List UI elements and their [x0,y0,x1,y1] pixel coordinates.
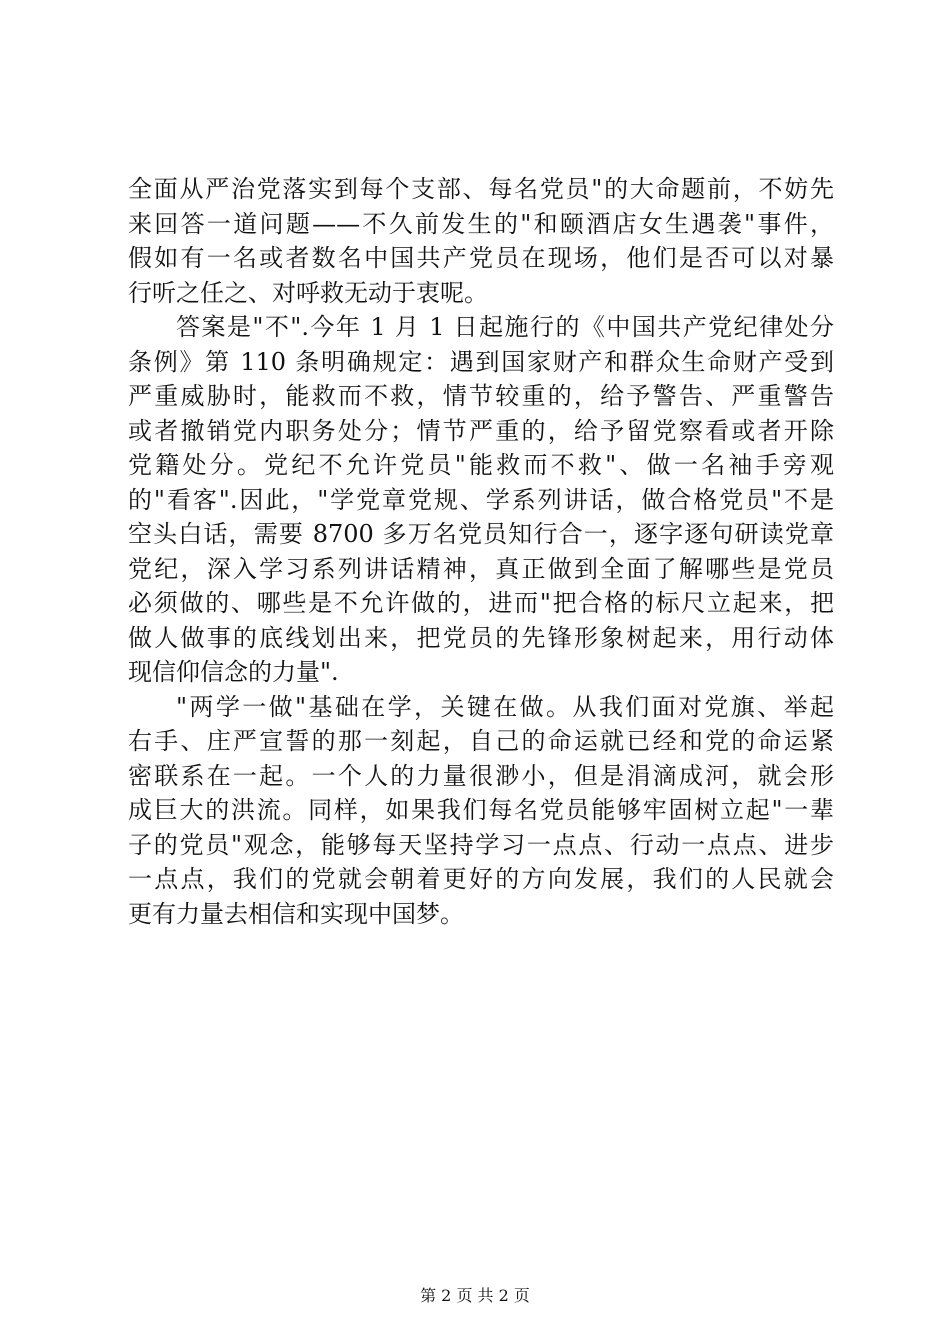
text-line: 子的党员"观念，能够每天坚持学习一点点、行动一点点、进步 [128,830,834,859]
text-line: 空头白话，需要 8700 多万名党员知行合一，逐字逐句研读党章 [128,520,834,548]
text-line: 或者撤销党内职务处分；情节严重的，给予留党察看或者开除 [128,416,834,445]
text-line: 严重威胁时，能救而不救，情节较重的，给予警告、严重警告 [128,382,834,410]
text-line: 的"看客".因此，"学党章党规、学系列讲话，做合格党员"不是 [128,485,834,514]
text-line: 党籍处分。党纪不允许党员"能救而不救"、做一名袖手旁观 [128,451,834,479]
page-footer [0,1286,950,1306]
paragraph-2 [128,310,834,690]
text-line: 必须做的、哪些是不允许做的，进而"把合格的标尺立起来，把 [128,589,834,617]
text-line: 条例》第 110 条明确规定：遇到国家财产和群众生命财产受到 [128,347,834,376]
page-number-label: 第 2 页 共 2 页 [420,1286,530,1305]
text-line: 来回答一道问题——不久前发生的"和颐酒店女生遇袭"事件， [128,209,834,238]
paragraph-1 [128,172,834,310]
text-line: 右手、庄严宣誓的那一刻起，自己的命运就已经和党的命运紧 [128,727,834,755]
text-line: "两学一做"基础在学，关键在做。从我们面对党旗、举起 [176,692,834,721]
text-line: 现信仰信念的力量". [128,658,339,686]
text-line: 做人做事的底线划出来，把党员的先锋形象树起来，用行动体 [128,623,834,652]
text-line: 答案是"不".今年 1 月 1 日起施行的《中国共产党纪律处分 [176,313,834,341]
text-line: 更有力量去相信和实现中国梦。 [128,899,464,928]
text-line: 党纪，深入学习系列讲话精神，真正做到全面了解哪些是党员 [128,554,834,583]
text-line: 一点点，我们的党就会朝着更好的方向发展，我们的人民就会 [128,865,834,893]
document-body [128,172,834,931]
text-line: 成巨大的洪流。同样，如果我们每名党员能够牢固树立起"一辈 [128,796,834,824]
text-line: 密联系在一起。一个人的力量很渺小，但是涓滴成河，就会形 [128,761,834,790]
paragraph-3 [128,690,834,932]
text-line: 行听之任之、对呼救无动于衷呢。 [128,278,488,307]
text-line: 全面从严治党落实到每个支部、每名党员"的大命题前，不妨先 [128,175,834,203]
text-line: 假如有一名或者数名中国共产党员在现场，他们是否可以对暴 [128,244,834,272]
